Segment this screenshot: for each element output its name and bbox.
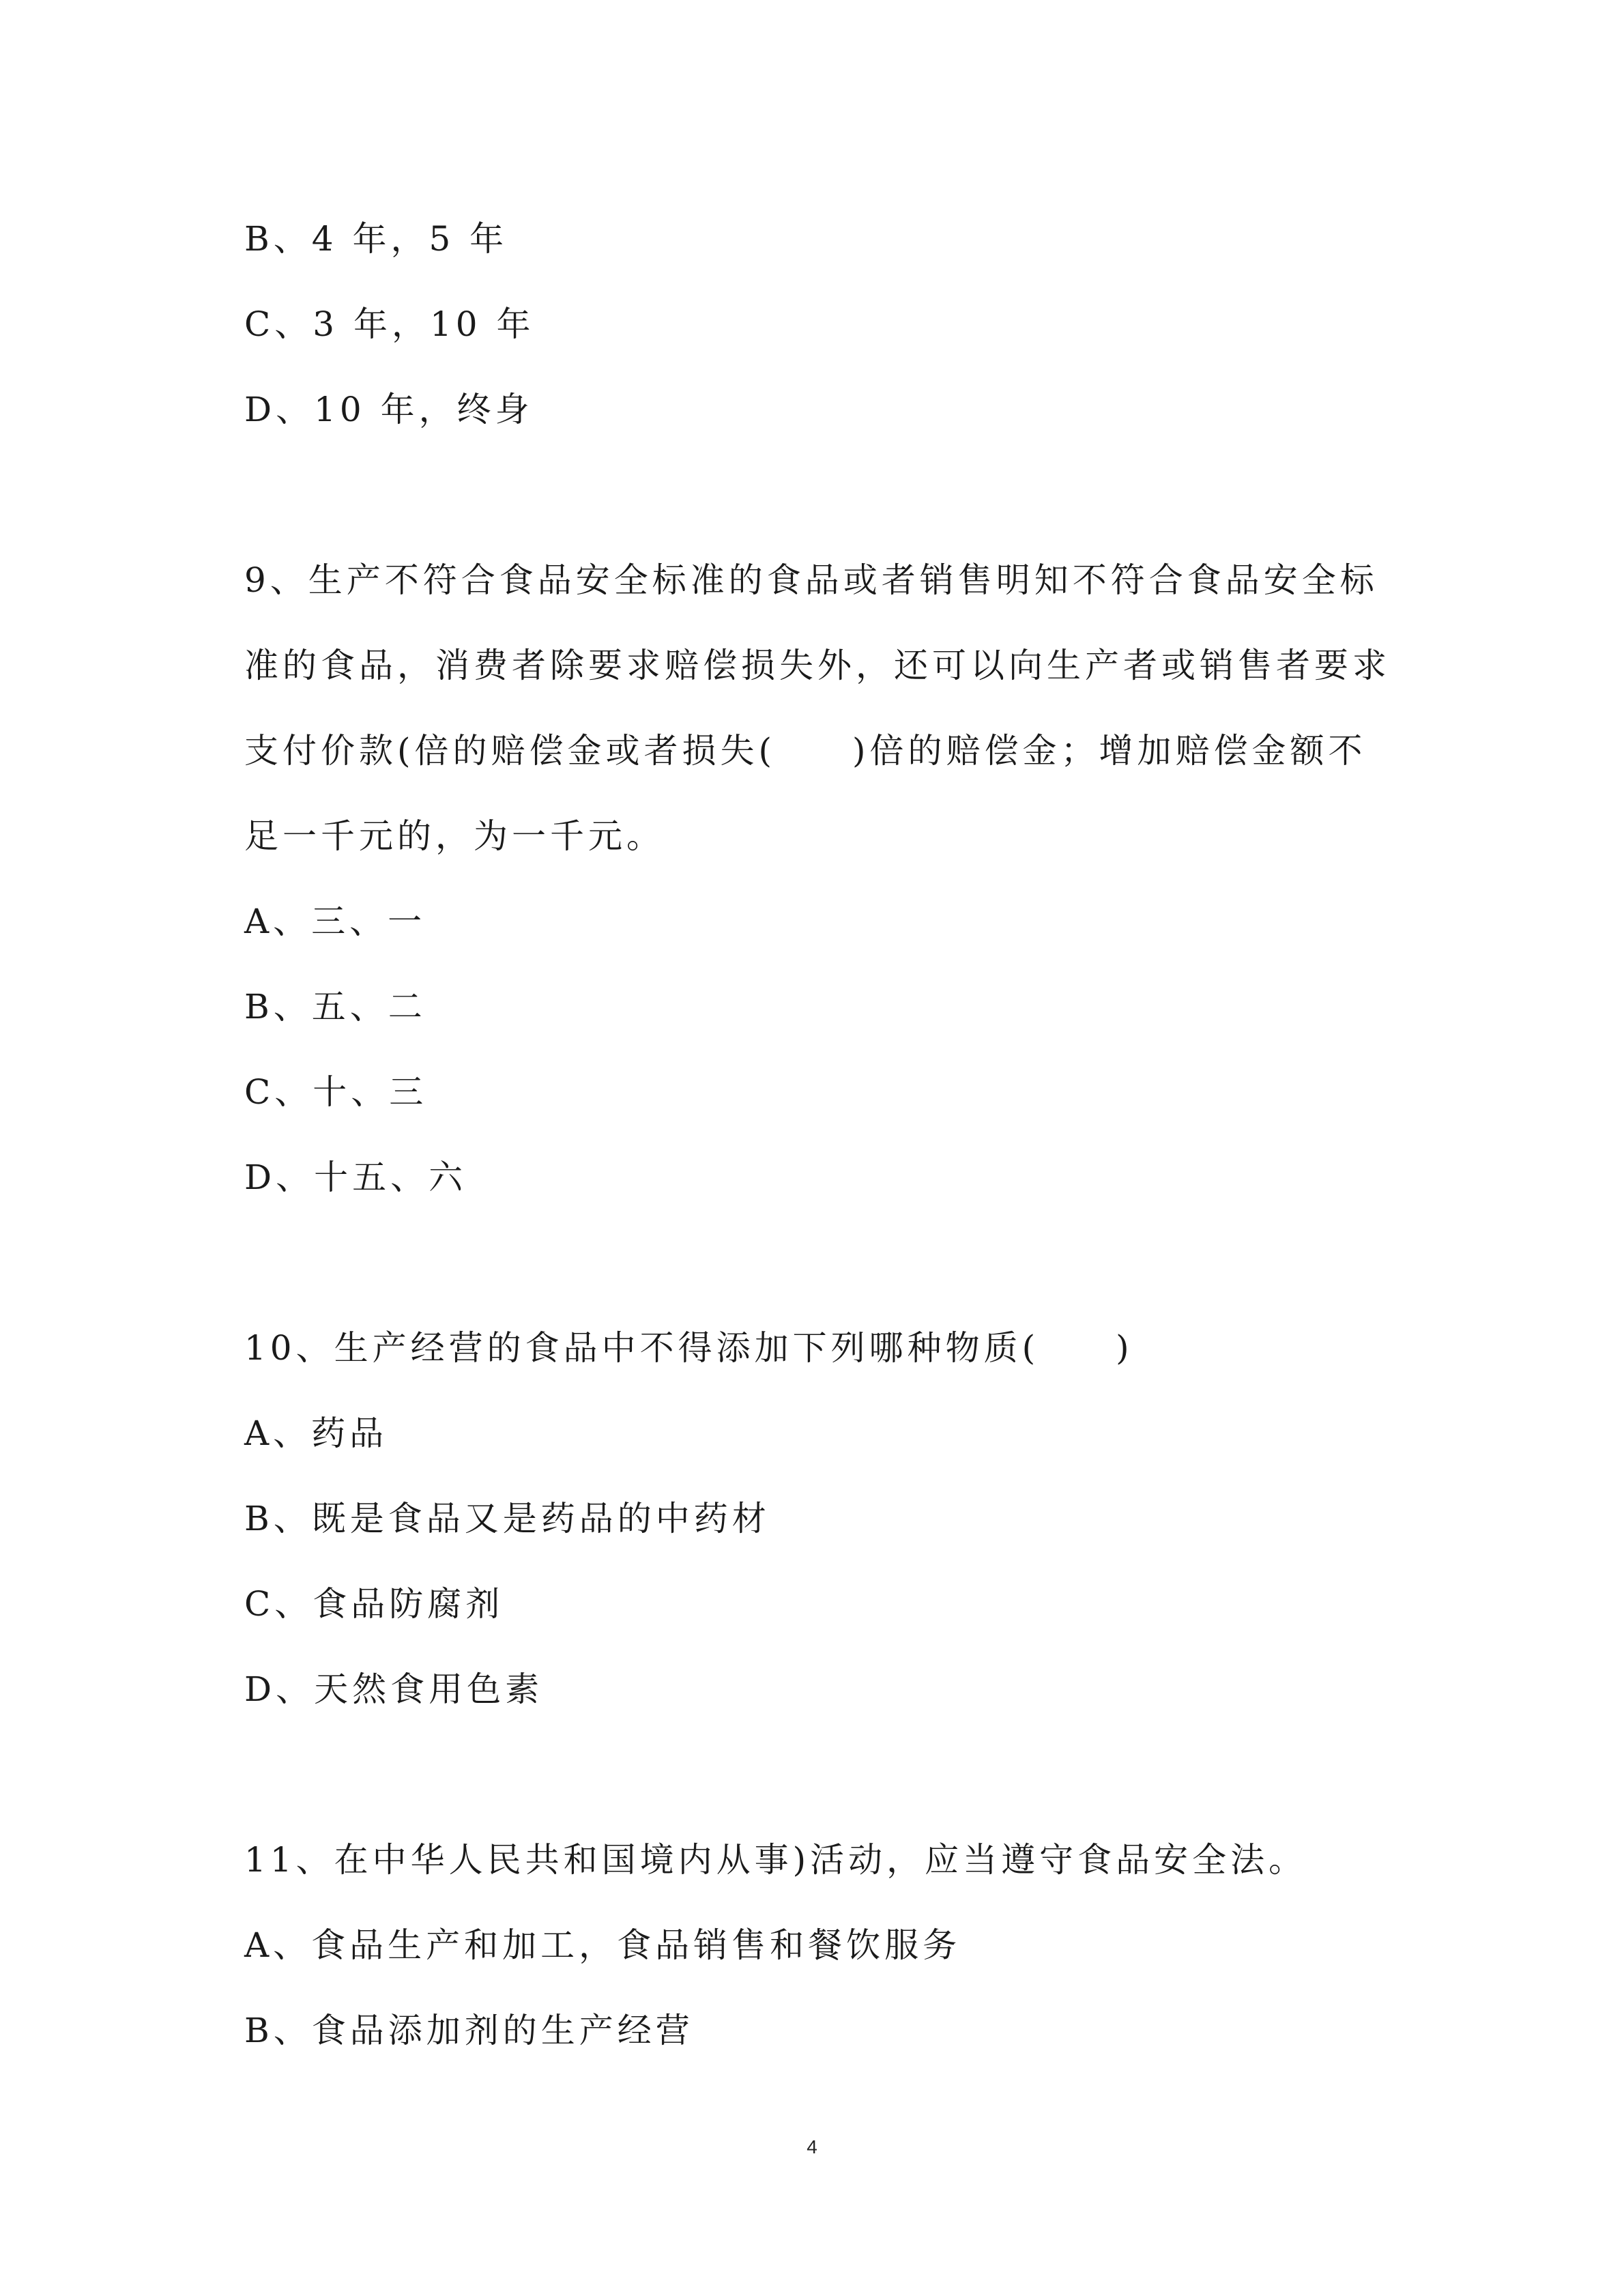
q11-stem: 11、在中华人民共和国境内从事)活动，应当遵守食品安全法。 bbox=[244, 1840, 1307, 1880]
q9-stem-line-1: 9、生产不符合食品安全标准的食品或者销售明知不符合食品安全标 bbox=[244, 560, 1378, 600]
q9-stem-line-3: 支付价款(倍的赔偿金或者损失( )倍的赔偿金；增加赔偿金额不 bbox=[244, 731, 1367, 771]
q9-option-d: D、十五、六 bbox=[244, 1158, 467, 1197]
q9-option-b: B、五、二 bbox=[244, 987, 426, 1027]
page-number: 4 bbox=[807, 2136, 817, 2157]
q10-option-b: B、既是食品又是药品的中药材 bbox=[244, 1499, 770, 1538]
q9-option-c: C、十、三 bbox=[244, 1072, 428, 1112]
q11-option-a: A、食品生产和加工，食品销售和餐饮服务 bbox=[244, 1925, 961, 1965]
q11-option-b: B、食品添加剂的生产经营 bbox=[244, 2011, 694, 2050]
q8-option-b: B、4 年，5 年 bbox=[244, 219, 508, 259]
q9-stem-line-4: 足一千元的，为一千元。 bbox=[244, 816, 665, 856]
q9-option-a: A、三、一 bbox=[244, 902, 426, 941]
q9-stem-line-2: 准的食品，消费者除要求赔偿损失外，还可以向生产者或销售者要求 bbox=[244, 646, 1391, 685]
q10-option-a: A、药品 bbox=[244, 1414, 388, 1453]
q8-option-c: C、3 年，10 年 bbox=[244, 304, 535, 344]
q10-option-c: C、食品防腐剂 bbox=[244, 1584, 504, 1624]
q10-stem: 10、生产经营的食品中不得添加下列哪种物质( ) bbox=[244, 1328, 1133, 1368]
q10-option-d: D、天然食用色素 bbox=[244, 1669, 544, 1709]
q8-option-d: D、10 年，终身 bbox=[244, 390, 534, 429]
